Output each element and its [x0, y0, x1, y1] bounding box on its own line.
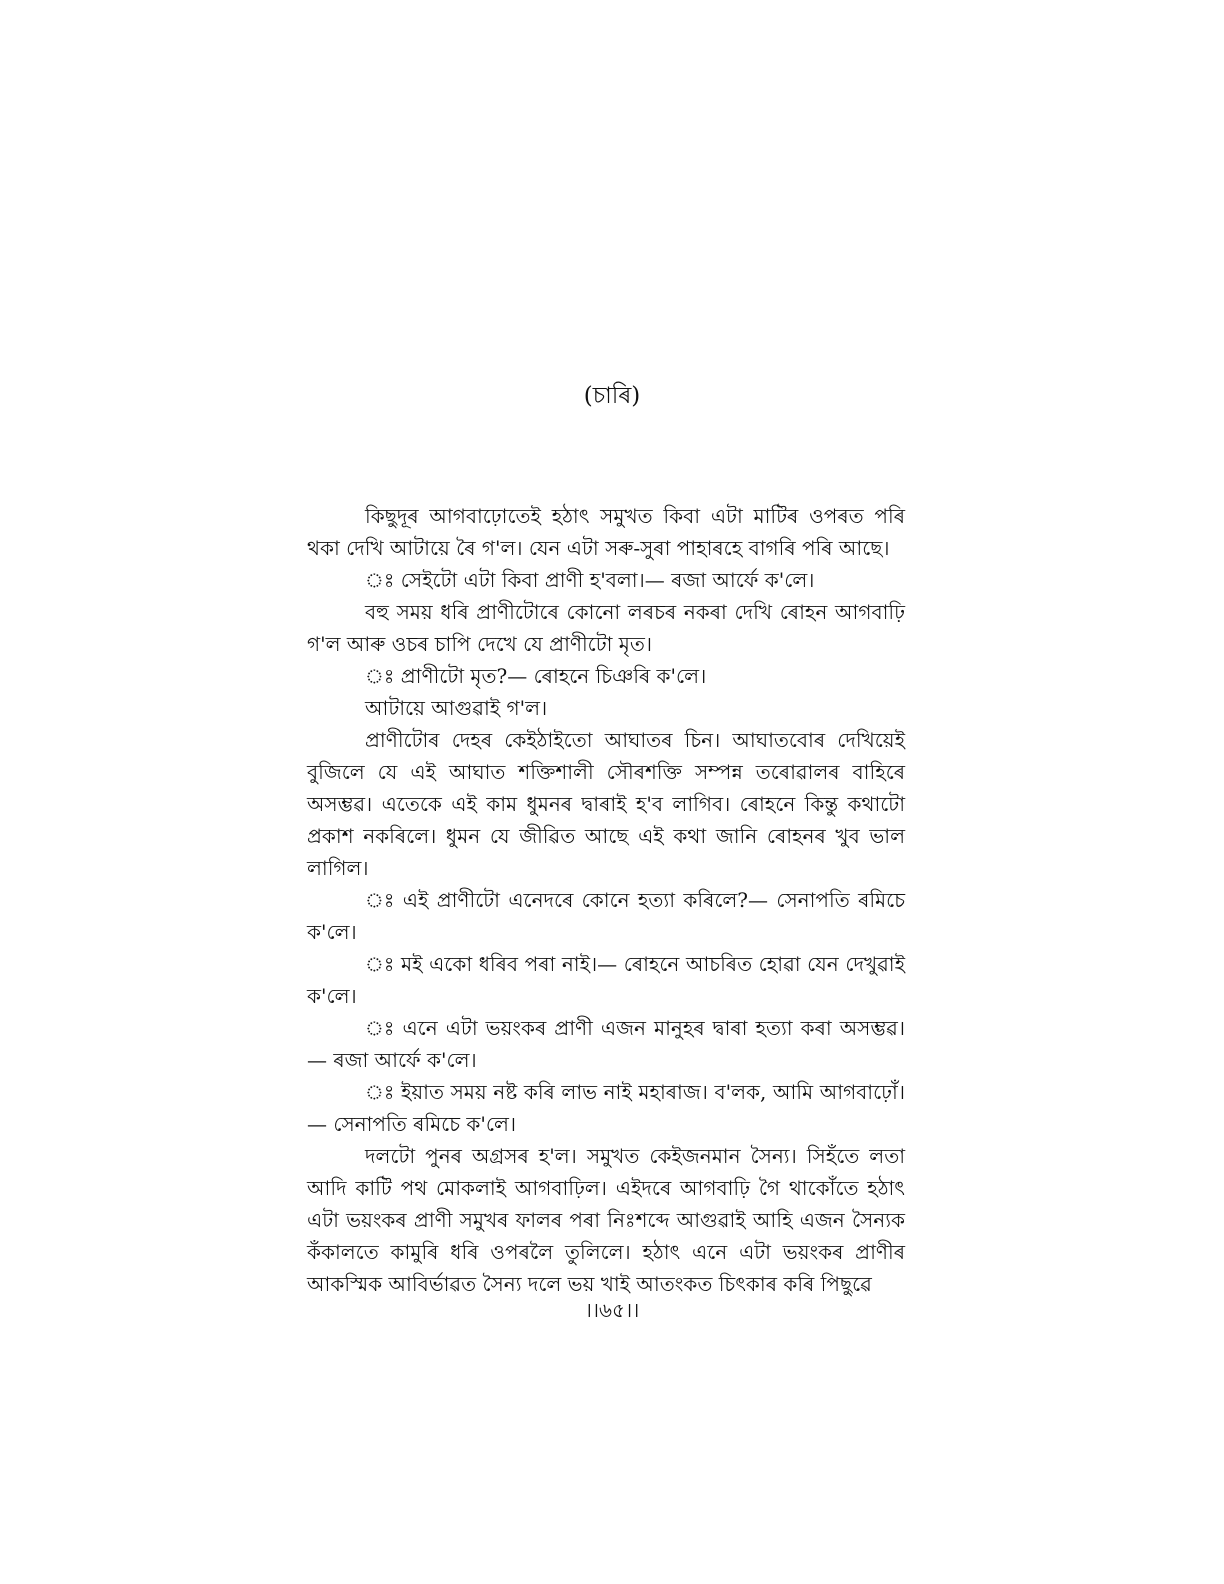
paragraph: বহু সময় ধৰি প্ৰাণীটোৰে কোনো লৰচৰ নকৰা দেখি ৰোহন আগবাঢ়ি গ'ল আৰু ওচৰ চাপি দেখে যে প্ৰাণীটো মৃত।	[307, 600, 905, 656]
body-text	[307, 500, 905, 1300]
page-number: ।।৬৫।।	[584, 1298, 640, 1322]
paragraph: ঃ প্ৰাণীটো মৃত?— ৰোহনে চিঞৰি ক'লে।	[365, 664, 707, 688]
paragraph: আটায়ে আগুৱাই গ'ল।	[365, 696, 548, 720]
paragraph: দলটো পুনৰ অগ্ৰসৰ হ'ল। সমুখত কেইজনমান সৈন্য। সিহঁতে লতা আদি কাটি পথ মোকলাই আগবাঢ়িল। এইদৰে আগবাঢ়ি গৈ থাকোঁতে হঠাৎ এটা ভয়ংকৰ প্ৰাণী সমুখৰ ফালৰ পৰা নিঃশব্দে আগুৱাই আহি এজন সৈন্যক কঁকালতে কামুৰি ধৰি ওপৰলৈ তুলিলে। হঠাৎ এনে এটা ভয়ংকৰ প্ৰাণীৰ আকস্মিক আবিৰ্ভাৱত সৈন্য দলে ভয় খাই আতংকত চিৎকাৰ কৰি পিছুৱে	[307, 1144, 905, 1296]
chapter-title: (চাৰি)	[583, 383, 641, 409]
paragraph: ঃ ইয়াত সময় নষ্ট কৰি লাভ নাই মহাৰাজ। ব'লক, আমি আগবাঢ়োঁ।— সেনাপতি ৰমিচে ক'লে।	[307, 1080, 905, 1136]
paragraph: কিছুদূৰ আগবাঢ়োতেই হঠাৎ সমুখত কিবা এটা মাটিৰ ওপৰত পৰি থকা দেখি আটায়ে ৰৈ গ'ল। যেন এটা সৰু-সুৰা পাহাৰহে বাগৰি পৰি আছে।	[307, 504, 905, 560]
paragraph: ঃ মই একো ধৰিব পৰা নাই।— ৰোহনে আচৰিত হোৱা যেন দেখুৱাই ক'লে।	[307, 952, 905, 1008]
paragraph: ঃ এই প্ৰাণীটো এনেদৰে কোনে হত্যা কৰিলে?— সেনাপতি ৰমিচে ক'লে।	[307, 888, 905, 944]
paragraph: ঃ সেইটো এটা কিবা প্ৰাণী হ'বলা।— ৰজা আৰ্ফে ক'লে।	[365, 568, 815, 592]
paragraph: ঃ এনে এটা ভয়ংকৰ প্ৰাণী এজন মানুহৰ দ্বাৰা হত্যা কৰা অসম্ভৱ।— ৰজা আৰ্ফে ক'লে।	[307, 1016, 905, 1072]
paragraph: প্ৰাণীটোৰ দেহৰ কেইঠাইতো আঘাতৰ চিন। আঘাতবোৰ দেখিয়েই বুজিলে যে এই আঘাত শক্তিশালী সৌৰশক্তি সম্পন্ন তৰোৱালৰ বাহিৰে অসম্ভৱ। এতেকে এই কাম ধুমনৰ দ্বাৰাই হ'ব লাগিব। ৰোহনে কিন্তু কথাটো প্ৰকাশ নকৰিলে। ধুমন যে জীৱিত আছে এই কথা জানি ৰোহনৰ খুব ভাল লাগিল।	[307, 728, 905, 880]
